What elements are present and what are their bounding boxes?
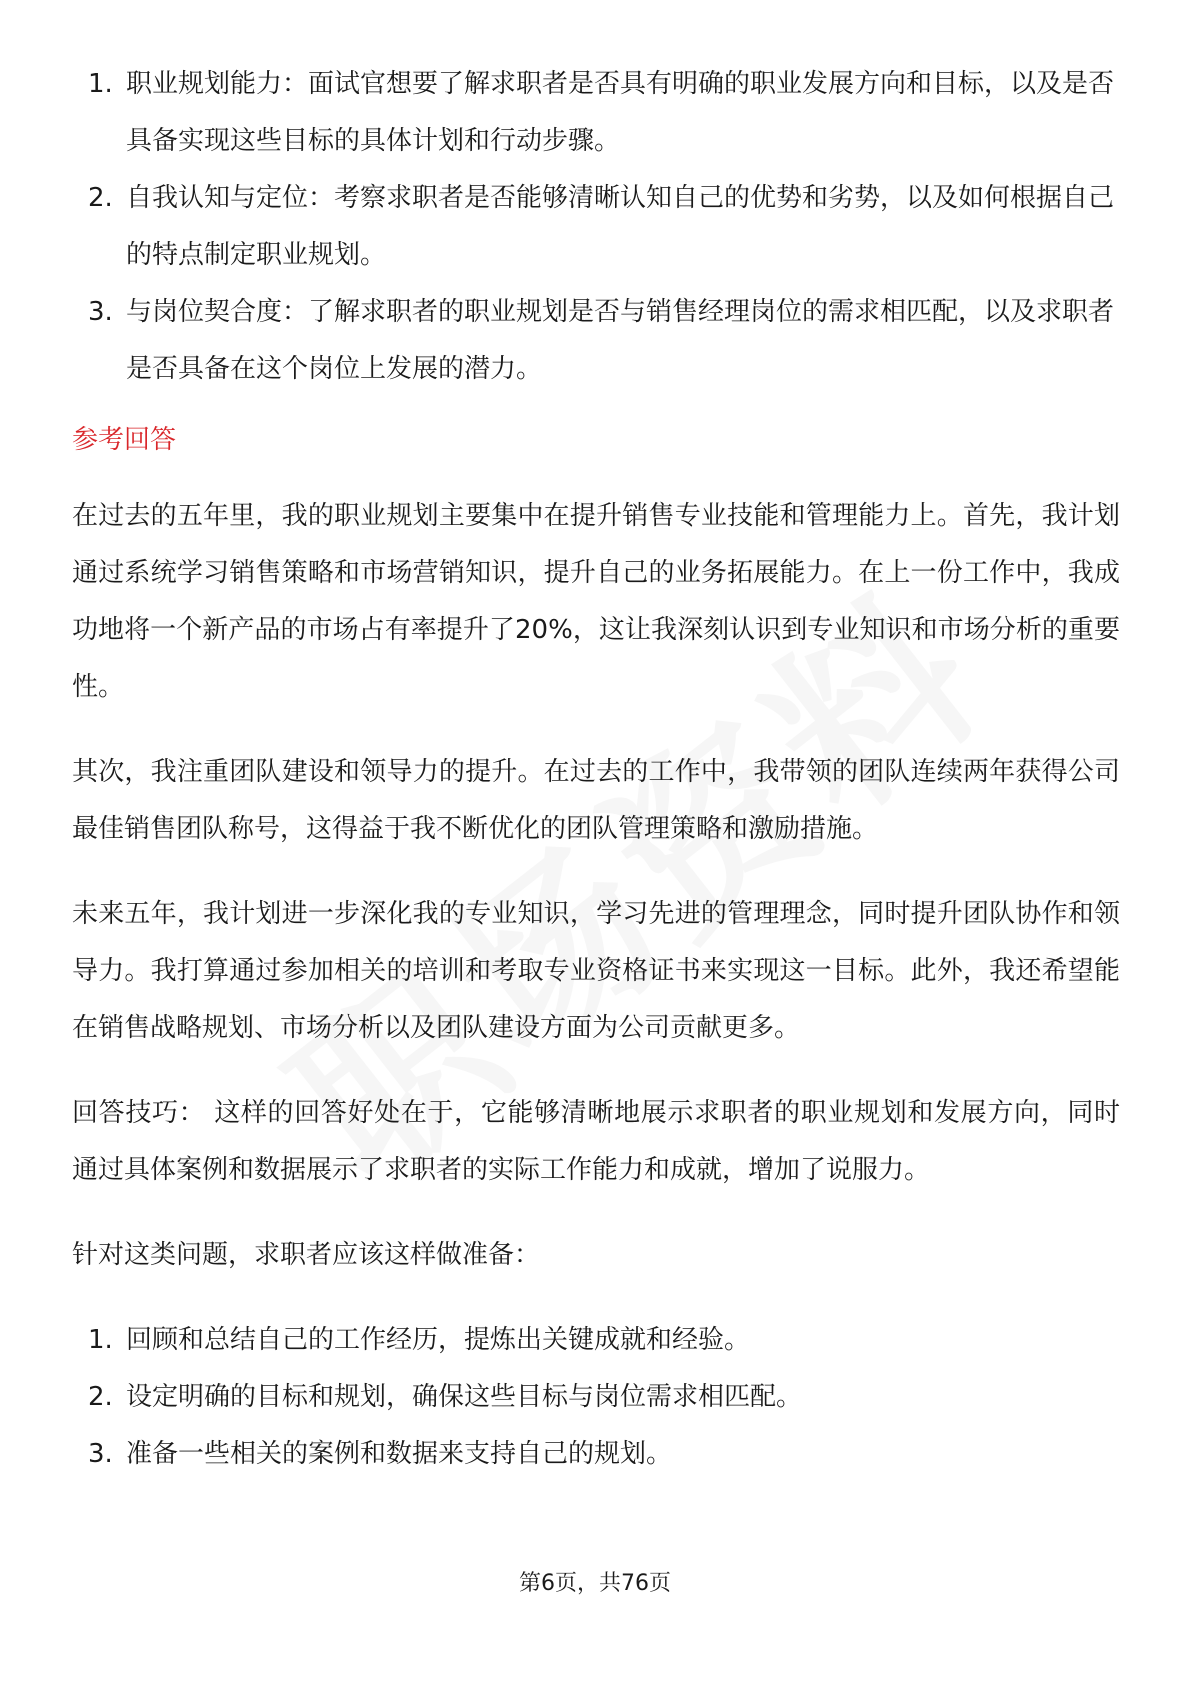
page-footer: 第6页，共76页 [519, 1571, 671, 1596]
section-title: 参考回答 [72, 425, 177, 455]
list-number: 3. [88, 1439, 113, 1469]
list-number: 1. [88, 69, 113, 99]
answer-paragraph: 未来五年，我计划进一步深化我的专业知识，学习先进的管理理念，同时提升团队协作和领导力。我打算通过参加相关的培训和考取专业资格证书来实现这一目标。此外，我还希望能在销售战略规划、市场分析以及团队建设方面为公司贡献更多。 [72, 899, 1120, 1043]
list-item [72, 1426, 1120, 1483]
page-content [72, 56, 1120, 1483]
list-number: 2. [88, 1382, 113, 1412]
list-number: 1. [88, 1325, 113, 1355]
list-item-text: 职业规划能力：面试官想要了解求职者是否具有明确的职业发展方向和目标，以及是否具备实现这些目标的具体计划和行动步骤。 [126, 69, 1115, 156]
list-item-text: 自我认知与定位：考察求职者是否能够清晰认知自己的优势和劣势，以及如何根据自己的特点制定职业规划。 [126, 183, 1115, 270]
list-number: 2. [88, 183, 113, 213]
list-item-text: 回顾和总结自己的工作经历，提炼出关键成就和经验。 [126, 1325, 751, 1355]
prep-intro-paragraph: 针对这类问题，求职者应该这样做准备： [72, 1240, 541, 1270]
list-item [72, 170, 1120, 284]
intro-list [72, 56, 1120, 398]
answer-paragraph: 其次，我注重团队建设和领导力的提升。在过去的工作中，我带领的团队连续两年获得公司最佳销售团队称号，这得益于我不断优化的团队管理策略和激励措施。 [72, 757, 1120, 844]
list-item-text: 与岗位契合度：了解求职者的职业规划是否与销售经理岗位的需求相匹配，以及求职者是否具备在这个岗位上发展的潜力。 [126, 297, 1115, 384]
list-item-text: 设定明确的目标和规划，确保这些目标与岗位需求相匹配。 [126, 1382, 803, 1412]
prep-list [72, 1312, 1120, 1483]
list-item [72, 1369, 1120, 1426]
list-number: 3. [88, 297, 113, 327]
list-item [72, 1312, 1120, 1369]
answer-paragraph: 在过去的五年里，我的职业规划主要集中在提升销售专业技能和管理能力上。首先，我计划通过系统学习销售策略和市场营销知识，提升自己的业务拓展能力。在上一份工作中，我成功地将一个新产品的市场占有率提升了20%，这让我深刻认识到专业知识和市场分析的重要性。 [72, 501, 1120, 702]
list-item [72, 284, 1120, 398]
list-item [72, 56, 1120, 170]
tips-paragraph: 回答技巧： 这样的回答好处在于，它能够清晰地展示求职者的职业规划和发展方向，同时通过具体案例和数据展示了求职者的实际工作能力和成就，增加了说服力。 [72, 1098, 1120, 1185]
list-item-text: 准备一些相关的案例和数据来支持自己的规划。 [126, 1439, 673, 1469]
